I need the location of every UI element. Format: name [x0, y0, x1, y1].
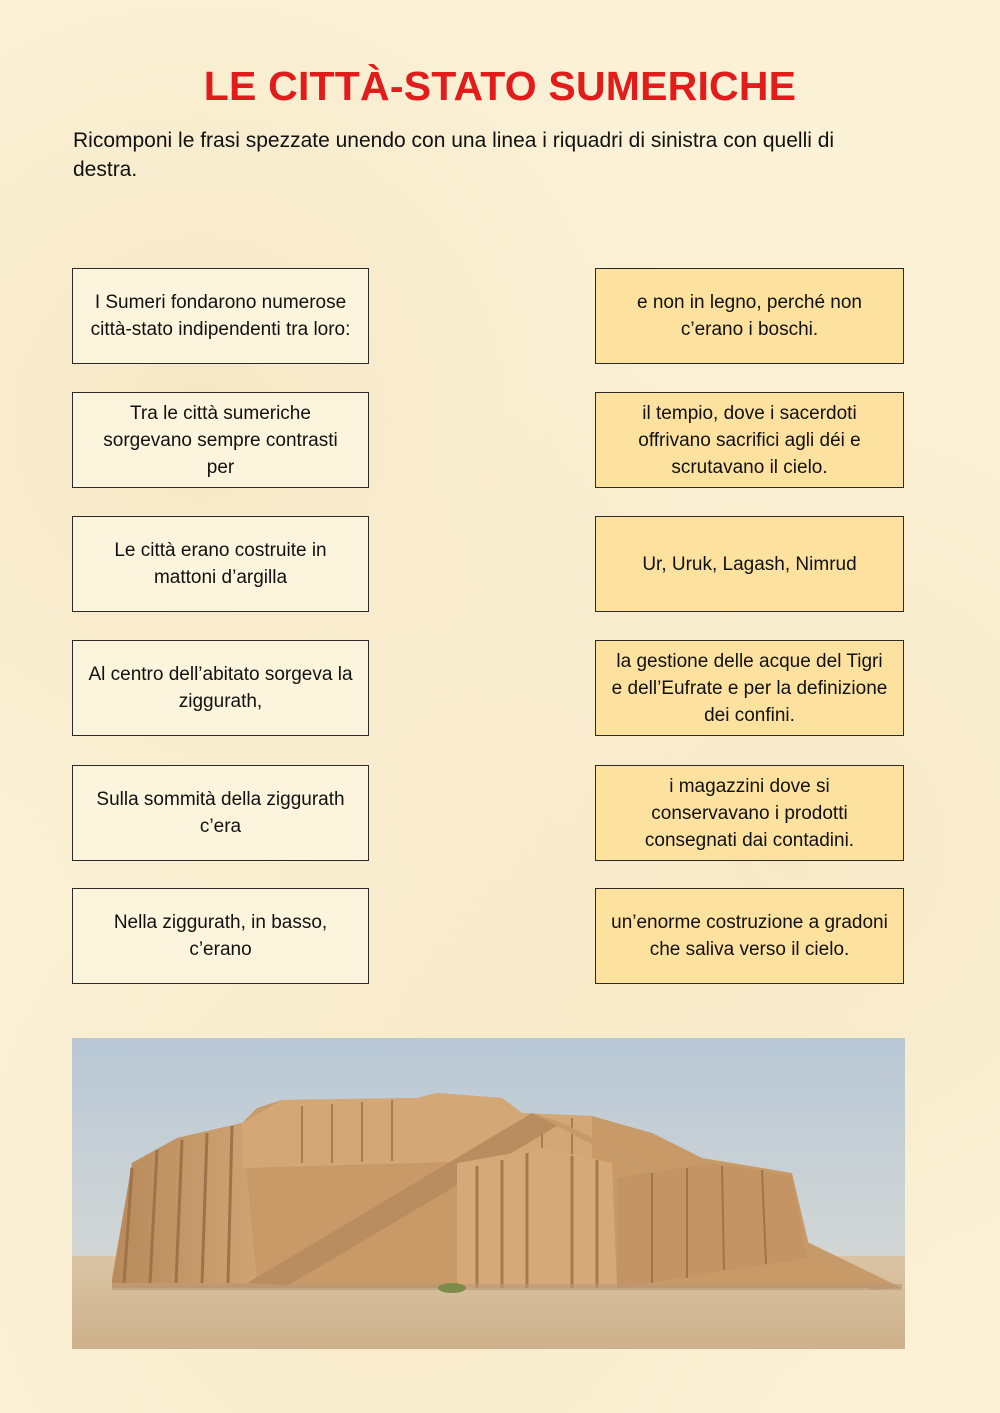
right-box-4[interactable]: la gestione delle acque del Tigri e dell’Eufrate e per la definizione dei confini.: [595, 640, 904, 736]
left-box-6[interactable]: Nella ziggurath, in basso, c’erano: [72, 888, 369, 984]
left-box-5[interactable]: Sulla sommità della ziggurath c’era: [72, 765, 369, 861]
left-box-3[interactable]: Le città erano costruite in mattoni d’argilla: [72, 516, 369, 612]
page-title: LE CITTÀ-STATO SUMERICHE: [203, 63, 797, 110]
right-box-5[interactable]: i magazzini dove si conservavano i prodotti consegnati dai contadini.: [595, 765, 904, 861]
left-box-1[interactable]: I Sumeri fondarono numerose città-stato indipendenti tra loro:: [72, 268, 369, 364]
ziggurat-photo: [72, 1038, 905, 1349]
right-box-3[interactable]: Ur, Uruk, Lagash, Nimrud: [595, 516, 904, 612]
right-box-2[interactable]: il tempio, dove i sacerdoti offrivano sacrifici agli déi e scrutavano il cielo.: [595, 392, 904, 488]
instructions-text: Ricomponi le frasi spezzate unendo con una linea i riquadri di sinistra con quelli di destra.: [73, 129, 835, 181]
left-box-4[interactable]: Al centro dell’abitato sorgeva la ziggurath,: [72, 640, 369, 736]
left-box-2[interactable]: Tra le città sumeriche sorgevano sempre contrasti per: [72, 392, 369, 488]
right-box-1[interactable]: e non in legno, perché non c’erano i boschi.: [595, 268, 904, 364]
right-box-6[interactable]: un’enorme costruzione a gradoni che saliva verso il cielo.: [595, 888, 904, 984]
